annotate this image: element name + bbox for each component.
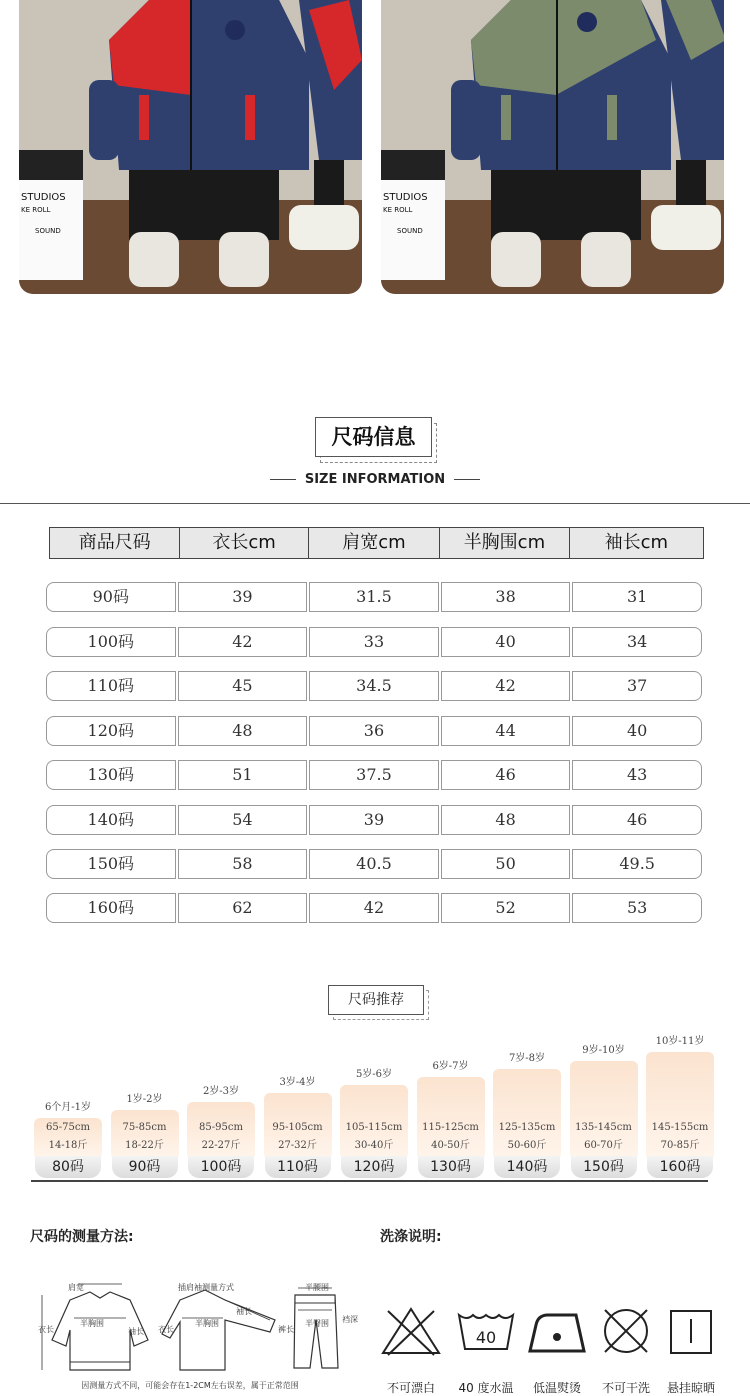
recommend-column: [340, 1069, 408, 1156]
svg-text:STUDIOS: STUDIOS: [21, 192, 66, 203]
recommend-age: 10岁-11岁: [655, 1036, 705, 1048]
recommend-title: 尺码推荐: [328, 985, 424, 1015]
recommend-size-pill: 140码: [494, 1156, 560, 1178]
recommend-size-pill: 100码: [188, 1156, 254, 1178]
table-cell: 50: [441, 849, 571, 879]
table-cell: 51: [178, 760, 308, 790]
recommend-age: 3岁-4岁: [279, 1077, 316, 1089]
table-cell: 42: [178, 627, 308, 657]
recommend-column: [264, 1077, 332, 1156]
table-cell: 120码: [46, 716, 176, 746]
table-cell: 62: [178, 893, 308, 923]
table-row: [46, 760, 702, 790]
care-hang-dry: [660, 1305, 722, 1395]
recommend-size-pill: 150码: [571, 1156, 637, 1178]
label-rise: 裆深: [342, 1315, 358, 1324]
recommend-size-pill: 130码: [418, 1156, 484, 1178]
care-label: 低温熨烫: [532, 1381, 581, 1395]
table-cell: 140码: [46, 805, 176, 835]
table-cell: 37.5: [309, 760, 439, 790]
care-label: 不可干洗: [601, 1381, 650, 1395]
table-cell: 34: [572, 627, 702, 657]
recommend-height: 85-95cm: [199, 1121, 243, 1133]
recommend-weight: 18-22斤: [125, 1139, 164, 1151]
recommend-age: 7岁-8岁: [508, 1052, 546, 1064]
recommend-weight: 50-60斤: [507, 1139, 547, 1151]
table-cell: 40: [572, 716, 702, 746]
recommend-age: 6个月-1岁: [44, 1102, 92, 1113]
recommend-column: [417, 1061, 485, 1156]
recommend-age: 9岁-10岁: [582, 1044, 625, 1056]
size-info-subtitle: SIZE INFORMATION: [0, 472, 750, 487]
care-low-iron: [526, 1305, 588, 1395]
recommend-column: [570, 1044, 638, 1156]
recommend-weight: 27-32斤: [278, 1139, 317, 1151]
table-row: [46, 671, 702, 701]
hang-dry-icon: [660, 1305, 722, 1357]
table-cell: 46: [441, 760, 571, 790]
recommend-size-pill: 120码: [341, 1156, 407, 1178]
product-photo-green: [381, 0, 724, 294]
table-cell: 49.5: [572, 849, 702, 879]
label-length: 衣长: [38, 1325, 54, 1334]
svg-text:SOUND: SOUND: [35, 227, 61, 235]
table-row: [46, 893, 702, 923]
table-cell: 40.5: [309, 849, 439, 879]
recommend-age: 5岁-6岁: [355, 1069, 393, 1081]
recommend-height: 75-85cm: [122, 1121, 167, 1133]
label-raglan: 插肩袖测量方式: [178, 1283, 234, 1292]
size-info-title: 尺码信息: [315, 417, 432, 457]
care-no-bleach: [380, 1305, 442, 1395]
table-cell: 37: [572, 671, 702, 701]
recommend-size-pill: 160码: [647, 1156, 713, 1178]
svg-text:KE ROLL: KE ROLL: [21, 206, 51, 214]
table-cell: 100码: [46, 627, 176, 657]
recommend-weight: 30-40斤: [354, 1139, 394, 1151]
label-length-2: 衣长: [158, 1325, 174, 1334]
recommend-column: [187, 1085, 255, 1156]
recommend-height: 115-125cm: [422, 1122, 479, 1133]
clapperboard: [19, 150, 83, 280]
table-row: [46, 716, 702, 746]
table-cell: 38: [441, 582, 571, 612]
raglan-diagram: [162, 1290, 275, 1370]
svg-text:STUDIOS: STUDIOS: [383, 192, 428, 203]
recommend-height: 135-145cm: [575, 1121, 632, 1133]
product-photo-red: [19, 0, 362, 294]
table-cell: 48: [441, 805, 571, 835]
table-cell: 130码: [46, 760, 176, 790]
table-cell: 43: [572, 760, 702, 790]
label-pants-length: 裤长: [278, 1325, 294, 1334]
recommend-weight: 60-70斤: [584, 1139, 623, 1151]
label-sleeve: 袖长: [128, 1327, 144, 1336]
recommend-height: 105-115cm: [345, 1121, 403, 1133]
table-cell: 39: [309, 805, 439, 835]
recommend-size-pill: 110码: [265, 1156, 331, 1178]
table-cell: 33: [309, 627, 439, 657]
recommend-weight: 14-18斤: [48, 1140, 88, 1151]
label-half-chest-2: 半胸围: [195, 1319, 219, 1328]
table-cell: 31: [572, 582, 702, 612]
measure-title: 尺码的测量方法:: [30, 1229, 134, 1245]
table-cell: 160码: [46, 893, 176, 923]
table-cell: 90码: [46, 582, 176, 612]
recommend-weight: 40-50斤: [431, 1140, 470, 1151]
low-iron-icon: [526, 1305, 588, 1357]
header-size: 商品尺码: [50, 528, 180, 558]
recommend-size-pill: 80码: [35, 1156, 101, 1178]
label-sleeve-2: 袖长: [236, 1307, 252, 1316]
table-cell: 31.5: [309, 582, 439, 612]
svg-text:KE ROLL: KE ROLL: [383, 206, 413, 214]
recommend-column: [111, 1093, 179, 1156]
header-length: 衣长cm: [180, 528, 308, 558]
measure-diagrams: [30, 1280, 360, 1380]
recommend-weight: 22-27斤: [201, 1139, 241, 1151]
table-cell: 42: [309, 893, 439, 923]
table-row: [46, 582, 702, 612]
wash-title: 洗涤说明:: [380, 1229, 442, 1245]
table-cell: 45: [178, 671, 308, 701]
table-cell: 39: [178, 582, 308, 612]
svg-text:40: 40: [475, 1328, 497, 1347]
recommend-column: [34, 1102, 102, 1156]
header-chest: 半胸围cm: [440, 528, 569, 558]
table-cell: 110码: [46, 671, 176, 701]
label-shoulder: 肩宽: [68, 1283, 84, 1292]
table-row: [46, 805, 702, 835]
recommend-weight: 70-85斤: [660, 1139, 700, 1151]
table-cell: 48: [178, 716, 308, 746]
recommend-height: 145-155cm: [651, 1121, 709, 1133]
section-divider: [0, 503, 750, 504]
care-no-dry-clean: [595, 1305, 657, 1395]
table-cell: 44: [441, 716, 571, 746]
label-half-chest: 半胸围: [80, 1319, 104, 1328]
care-wash-40: [455, 1305, 517, 1395]
table-cell: 150码: [46, 849, 176, 879]
header-sleeve: 袖长cm: [604, 532, 669, 553]
recommend-age: 2岁-3岁: [202, 1085, 240, 1097]
recommend-column: [493, 1052, 561, 1156]
table-row: [46, 627, 702, 657]
size-table-header: [49, 527, 704, 559]
wash-40-icon: [455, 1305, 517, 1357]
label-half-hip: 半臀围: [305, 1319, 329, 1328]
table-cell: 53: [572, 893, 702, 923]
table-cell: 34.5: [309, 671, 439, 701]
recommend-age: 6岁-7岁: [432, 1061, 469, 1072]
recommend-size-pill: 90码: [112, 1156, 178, 1178]
recommend-height: 125-135cm: [498, 1121, 556, 1133]
table-cell: 36: [309, 716, 439, 746]
recommend-baseline: [31, 1180, 708, 1182]
recommend-height: 65-75cm: [46, 1122, 90, 1133]
no-dry-clean-icon: [595, 1305, 657, 1357]
label-half-waist: 半腰围: [305, 1283, 329, 1292]
table-cell: 54: [178, 805, 308, 835]
care-label: 40 度水温: [458, 1381, 514, 1395]
header-shoulder: 肩宽cm: [309, 528, 440, 558]
no-bleach-icon: [380, 1305, 442, 1357]
table-cell: 46: [572, 805, 702, 835]
table-cell: 40: [441, 627, 571, 657]
care-label: 不可漂白: [386, 1381, 435, 1395]
care-label: 悬挂晾晒: [666, 1381, 715, 1395]
table-row: [46, 849, 702, 879]
table-cell: 58: [178, 849, 308, 879]
measure-note: 因测量方式不同，可能会存在1-2CM左右误差，属于正常范围: [81, 1381, 299, 1390]
svg-text:SOUND: SOUND: [397, 227, 423, 235]
table-cell: 42: [441, 671, 571, 701]
recommend-column: [646, 1036, 714, 1156]
table-cell: 52: [441, 893, 571, 923]
recommend-age: 1岁-2岁: [126, 1093, 163, 1105]
recommend-height: 95-105cm: [272, 1121, 323, 1133]
